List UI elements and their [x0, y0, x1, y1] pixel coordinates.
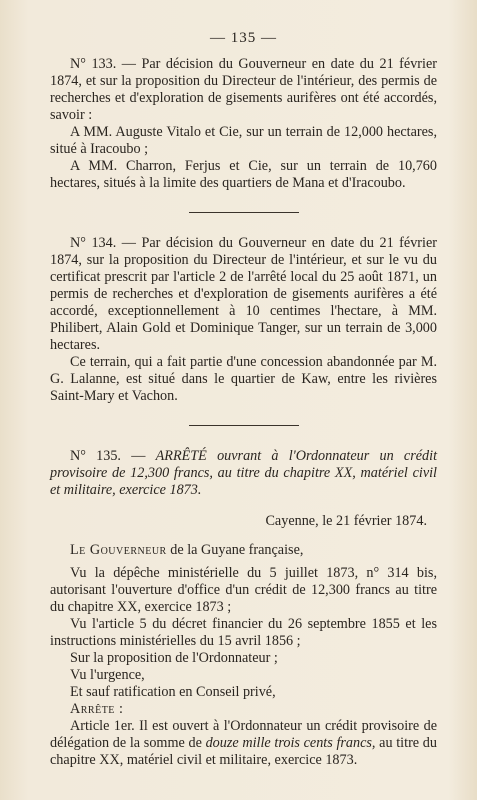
arrete-135-heading [50, 448, 437, 499]
arrete-135-title: ARRÊTÉ ouvrant à l'Ordonnateur un crédit provisoire de 12,300 francs, au titre du chapitre XX, matériel civil et militaire, exercice 1873. [50, 448, 438, 498]
vu-article: Vu l'article 5 du décret financier du 26 septembre 1855 et les instructions ministérielles du 15 avril 1856 ; [50, 616, 437, 649]
article-1-start: Article 1er. Il est ouvert à l'Ordonnateur un crédit provisoire de délégation de la somme de [50, 718, 437, 751]
article-1-amount: douze mille trois cents francs, [205, 735, 376, 751]
decision-134-para-2: Ce terrain, qui a fait partie d'une concession abandonnée par M. G. Lalanne, est situé dans le quartier de Kaw, entre les rivières Saint-Mary et Vachon. [50, 354, 437, 404]
decision-133 [50, 56, 437, 192]
governor-title: Le Gouverneur [70, 542, 167, 558]
decision-134 [50, 235, 437, 405]
page-number: — 135 — [210, 30, 277, 46]
arrete-label: Arrête : [70, 701, 124, 717]
article-1-end: au titre du chapitre XX, matériel civil et militaire, exercice 1873. [50, 735, 437, 768]
sauf-ratification: Et sauf ratification en Conseil privé, [70, 684, 276, 700]
decision-133-item-1: A MM. Auguste Vitalo et Cie, sur un terrain de 12,000 hectares, situé à Iracoubo ; [50, 124, 437, 157]
section-divider [189, 212, 299, 213]
sur-proposition: Sur la proposition de l'Ordonnateur ; [70, 650, 278, 666]
vu-urgence: Vu l'urgence, [70, 667, 145, 683]
arrete-135 [50, 448, 437, 769]
governor-line [50, 542, 437, 559]
article-1 [50, 718, 437, 769]
vu-depeche: Vu la dépêche ministérielle du 5 juillet 1873, n° 314 bis, autorisant l'ouverture d'office d'un crédit de 12,300 francs au titre du chapitre XX, exercice 1873 ; [50, 565, 437, 615]
section-divider [189, 425, 299, 426]
decision-134-lead: N° 134. — Par décision du Gouverneur en date du 21 février 1874, sur la proposition du Directeur de l'intérieur, et sur le vu du certificat prescrit par l'article 2 de l'arrêté local du 25 août 1871, un permis de recherches et d'exploration de gisements aurifères a été accordé, exceptionnellement à 10 centimes l'hectare, à MM. Philibert, Alain Gold et Dominique Tanger, sur un terrain de 3,000 hectares. [50, 235, 437, 353]
decision-133-lead: N° 133. — Par décision du Gouverneur en date du 21 février 1874, et sur la proposition du Directeur de l'intérieur, des permis de recherches et d'exploration de gisements aurifères ont été accordés, savoir : [50, 56, 437, 123]
arrete-135-number: N° 135. — [70, 448, 146, 464]
decision-133-item-2: A MM. Charron, Ferjus et Cie, sur un terrain de 10,760 hectares, situés à la limite des quartiers de Mana et d'Iracoubo. [50, 158, 437, 191]
place-date: Cayenne, le 21 février 1874. [265, 513, 427, 529]
governor-rest: de la Guyane française, [166, 542, 304, 558]
